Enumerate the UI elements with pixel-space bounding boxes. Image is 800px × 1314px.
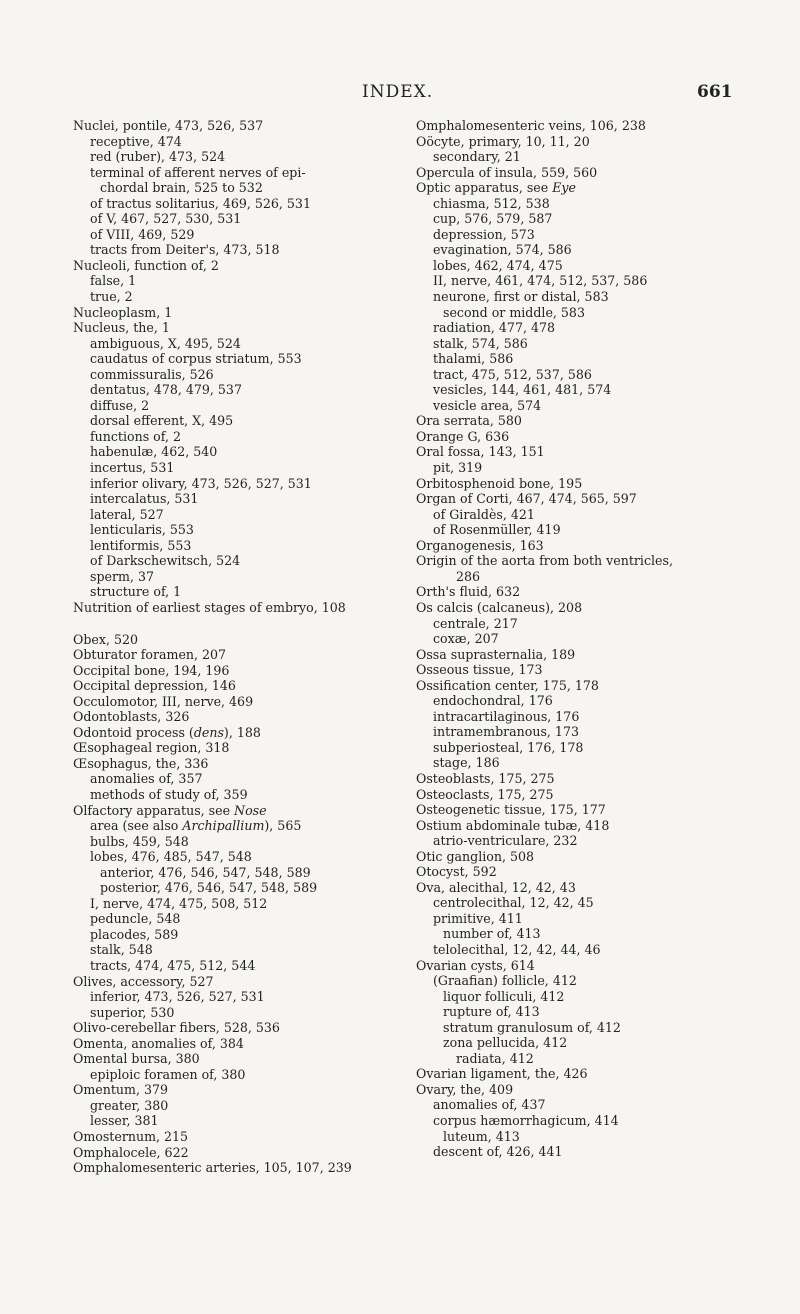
- entry-text: peduncle, 548: [90, 911, 181, 927]
- entry-text: endochondral, 176: [433, 693, 553, 709]
- index-subentry: [73, 911, 423, 927]
- index-entry: [73, 1145, 423, 1161]
- index-subentry: [73, 569, 423, 585]
- index-subentry: [416, 522, 796, 538]
- entry-text: placodes, 589: [90, 926, 179, 942]
- index-entry: [73, 320, 423, 336]
- entry-text: commissuralis, 526: [90, 366, 214, 382]
- entry-text: Otic ganglion, 508: [416, 848, 535, 864]
- entry-text: bulbs, 459, 548: [90, 833, 189, 849]
- entry-text: lobes, 462, 474, 475: [433, 257, 563, 273]
- index-subentry: [416, 196, 796, 212]
- entry-text: epiploic foramen of, 380: [90, 1066, 246, 1082]
- index-subentry: [416, 740, 796, 756]
- index-subentry: [73, 351, 423, 367]
- index-entry: [73, 678, 423, 694]
- index-subentry: [416, 1129, 796, 1145]
- entry-text: Occipital bone, 194, 196: [73, 662, 230, 678]
- index-column-right: [416, 118, 796, 1160]
- entry-text: Olfactory apparatus, see: [73, 802, 235, 818]
- index-entry: [416, 849, 796, 865]
- entry-text: Nucleoli, function of, 2: [73, 257, 219, 273]
- entry-text: of VIII, 469, 529: [90, 226, 195, 242]
- entry-text-after: ), 188: [223, 724, 261, 740]
- index-entry: [73, 1036, 423, 1052]
- index-entry: [73, 1129, 423, 1145]
- entry-text: Omenta, anomalies of, 384: [73, 1035, 244, 1051]
- index-subentry: [416, 693, 796, 709]
- index-subentry: [416, 833, 796, 849]
- index-subentry: [73, 818, 423, 834]
- entry-text: of Darkschewitsch, 524: [90, 553, 241, 569]
- entry-text: Os calcis (calcaneus), 208: [416, 599, 583, 615]
- index-subentry: [416, 242, 796, 258]
- entry-text: chordal brain, 525 to 532: [100, 180, 263, 196]
- index-subentry: [416, 1097, 796, 1113]
- index-entry: [73, 725, 423, 741]
- index-entry: [73, 709, 423, 725]
- entry-text: Omental bursa, 380: [73, 1051, 200, 1067]
- entry-text: vesicle area, 574: [433, 397, 542, 413]
- entry-text: ambiguous, X, 495, 524: [90, 335, 241, 351]
- entry-text: diffuse, 2: [90, 397, 150, 413]
- entry-text: liquor folliculi, 412: [443, 988, 565, 1004]
- running-title: INDEX.: [362, 82, 434, 102]
- entry-text: corpus hæmorrhagicum, 414: [433, 1113, 619, 1128]
- entry-text: Optic apparatus, see: [416, 180, 553, 196]
- entry-text: cup, 576, 579, 587: [433, 211, 553, 227]
- index-entry: [416, 165, 796, 181]
- index-subentry: [73, 367, 423, 383]
- index-subentry: [73, 989, 423, 1005]
- entry-text: Odontoid process (: [73, 724, 194, 740]
- entry-text: true, 2: [90, 289, 133, 305]
- entry-text: Occipital depression, 146: [73, 678, 236, 694]
- entry-text: Ossa suprasternalia, 189: [416, 646, 576, 662]
- index-subentry: [73, 165, 423, 181]
- index-subentry: [416, 289, 796, 305]
- index-subentry: [416, 1113, 796, 1129]
- entry-text: centrale, 217: [433, 615, 518, 631]
- entry-text: Olivo-cerebellar fibers, 528, 536: [73, 1020, 280, 1036]
- entry-text: incertus, 531: [90, 460, 175, 476]
- index-subentry: [416, 709, 796, 725]
- entry-text: red (ruber), 473, 524: [90, 149, 226, 165]
- index-entry: [416, 584, 796, 600]
- entry-text: telolecithal, 12, 42, 44, 46: [433, 941, 601, 957]
- entry-text: superior, 530: [90, 1004, 175, 1020]
- index-entry: [416, 538, 796, 554]
- index-subentry: [73, 180, 423, 196]
- entry-text: zona pellucida, 412: [443, 1035, 568, 1051]
- index-subentry: [416, 227, 796, 243]
- index-subentry: [416, 351, 796, 367]
- entry-text: luteum, 413: [443, 1128, 520, 1144]
- index-subentry: [73, 211, 423, 227]
- index-subentry: [73, 865, 423, 881]
- index-subentry: [73, 444, 423, 460]
- entry-text: lateral, 527: [90, 506, 164, 522]
- index-subentry: [73, 787, 423, 803]
- entry-text: second or middle, 583: [443, 304, 585, 320]
- index-entry: [416, 1082, 796, 1098]
- entry-text: atrio-ventriculare, 232: [433, 833, 578, 849]
- entry-text: intramembranous, 173: [433, 724, 579, 740]
- entry-text: Orbitosphenoid bone, 195: [416, 475, 583, 491]
- index-subentry: [416, 305, 796, 321]
- entry-text: Œsophageal region, 318: [73, 740, 230, 756]
- index-subentry: [73, 958, 423, 974]
- entry-text: intercalatus, 531: [90, 491, 199, 507]
- entry-text: lenticularis, 553: [90, 522, 194, 538]
- entry-text: false, 1: [90, 273, 137, 289]
- entry-text: habenulæ, 462, 540: [90, 444, 218, 460]
- index-subentry: [416, 320, 796, 336]
- index-subentry: [416, 460, 796, 476]
- entry-text: inferior olivary, 473, 526, 527, 531: [90, 475, 312, 491]
- entry-text: anomalies of, 437: [433, 1097, 546, 1113]
- index-subentry: [73, 491, 423, 507]
- index-entry: [73, 740, 423, 756]
- index-entry: [73, 1051, 423, 1067]
- entry-text: radiation, 477, 478: [433, 320, 555, 336]
- index-entry: [416, 818, 796, 834]
- index-subentry: [73, 398, 423, 414]
- entry-text: Nuclei, pontile, 473, 526, 537: [73, 118, 264, 133]
- entry-text: of tractus solitarius, 469, 526, 531: [90, 195, 311, 211]
- index-subentry: [73, 771, 423, 787]
- index-subentry: [416, 211, 796, 227]
- entry-text: anomalies of, 357: [90, 771, 203, 787]
- index-entry: [416, 662, 796, 678]
- entry-text: Oöcyte, primary, 10, 11, 20: [416, 133, 590, 149]
- entry-text: Ossification center, 175, 178: [416, 677, 599, 693]
- entry-text: receptive, 474: [90, 133, 182, 149]
- entry-text: coxæ, 207: [433, 631, 499, 647]
- index-entry: [416, 491, 796, 507]
- index-subentry: [416, 382, 796, 398]
- entry-text: vesicles, 144, 461, 481, 574: [433, 382, 612, 398]
- entry-text: greater, 380: [90, 1097, 169, 1113]
- index-subentry: [73, 1067, 423, 1083]
- entry-text: Osteogenetic tissue, 175, 177: [416, 802, 606, 818]
- entry-text: of Rosenmüller, 419: [433, 522, 561, 538]
- index-subentry: [73, 522, 423, 538]
- entry-text: Osteoblasts, 175, 275: [416, 770, 555, 786]
- page-header: [0, 82, 800, 104]
- entry-text: Ova, alecithal, 12, 42, 43: [416, 879, 576, 895]
- entry-text: Omphalomesenteric veins, 106, 238: [416, 118, 646, 133]
- entry-text: functions of, 2: [90, 428, 181, 444]
- index-subentry: [73, 149, 423, 165]
- entry-text: methods of study of, 359: [90, 786, 248, 802]
- index-entry: [416, 647, 796, 663]
- entry-text: primitive, 411: [433, 910, 523, 926]
- entry-text: neurone, first or distal, 583: [433, 289, 609, 305]
- entry-text: thalami, 586: [433, 351, 514, 367]
- index-entry: [416, 864, 796, 880]
- index-entry: [416, 802, 796, 818]
- index-subentry: [416, 973, 796, 989]
- entry-text: Orange G, 636: [416, 428, 510, 444]
- index-subentry: [416, 989, 796, 1005]
- index-entry: [73, 663, 423, 679]
- index-entry: [416, 476, 796, 492]
- entry-text: Obex, 520: [73, 631, 138, 647]
- index-column-left: [73, 118, 423, 1176]
- index-subentry: [416, 1051, 796, 1067]
- index-entry: [416, 444, 796, 460]
- index-subentry: [73, 413, 423, 429]
- entry-text: Œsophagus, the, 336: [73, 755, 209, 771]
- entry-text: II, nerve, 461, 474, 512, 537, 586: [433, 273, 648, 289]
- entry-text: Omphalomesenteric arteries, 105, 107, 239: [73, 1160, 352, 1176]
- entry-text: sperm, 37: [90, 568, 154, 584]
- entry-text: dorsal efferent, X, 495: [90, 413, 234, 429]
- index-subentry: [73, 227, 423, 243]
- entry-text: Organ of Corti, 467, 474, 565, 597: [416, 491, 637, 507]
- index-entry: [73, 694, 423, 710]
- section-gap: [73, 616, 423, 632]
- entry-text: Obturator foramen, 207: [73, 647, 227, 663]
- entry-text: stage, 186: [433, 755, 500, 771]
- entry-text: lesser, 381: [90, 1113, 159, 1129]
- index-subentry: [73, 507, 423, 523]
- index-subentry: [73, 584, 423, 600]
- index-subentry: [416, 631, 796, 647]
- entry-text: Oral fossa, 143, 151: [416, 444, 545, 460]
- entry-text: lobes, 476, 485, 547, 548: [90, 849, 252, 865]
- entry-text: secondary, 21: [433, 149, 521, 165]
- entry-text: Odontoblasts, 326: [73, 709, 190, 725]
- index-subentry: [73, 538, 423, 554]
- index-subentry: [73, 289, 423, 305]
- index-entry: [73, 1160, 423, 1176]
- index-entry: [416, 600, 796, 616]
- index-subentry: [73, 1005, 423, 1021]
- index-subentry: [73, 429, 423, 445]
- entry-text: dentatus, 478, 479, 537: [90, 382, 242, 398]
- index-entry: [73, 600, 423, 616]
- index-subentry: [416, 911, 796, 927]
- entry-text: Nutrition of earliest stages of embryo, 108: [73, 599, 346, 615]
- index-subentry: [416, 367, 796, 383]
- index-entry: [416, 787, 796, 803]
- index-subentry: [416, 1035, 796, 1051]
- index-subentry: [416, 569, 796, 585]
- index-subentry: [416, 1020, 796, 1036]
- index-subentry: [416, 755, 796, 771]
- entry-text: chiasma, 512, 538: [433, 195, 550, 211]
- index-subentry: [416, 398, 796, 414]
- index-subentry: [416, 724, 796, 740]
- index-subentry: [73, 242, 423, 258]
- index-entry: [73, 1082, 423, 1098]
- index-subentry: [73, 273, 423, 289]
- index-subentry: [73, 880, 423, 896]
- entry-text: depression, 573: [433, 226, 535, 242]
- index-subentry: [73, 196, 423, 212]
- index-subentry: [416, 1004, 796, 1020]
- index-entry: [416, 134, 796, 150]
- index-entry: [416, 553, 796, 569]
- entry-text: Omphalocele, 622: [73, 1144, 189, 1160]
- page-number: 661: [697, 82, 733, 102]
- index-subentry: [73, 942, 423, 958]
- entry-italic-text: dens: [193, 724, 224, 740]
- entry-text: (Graafian) follicle, 412: [433, 973, 577, 989]
- entry-text-after: ), 565: [264, 818, 302, 834]
- index-entry: [73, 803, 423, 819]
- index-entry: [416, 771, 796, 787]
- entry-text: subperiosteal, 176, 178: [433, 739, 584, 755]
- entry-text: area (see also: [90, 818, 183, 834]
- index-entry: [73, 756, 423, 772]
- index-entry: [416, 429, 796, 445]
- index-entry: [73, 258, 423, 274]
- index-subentry: [73, 1113, 423, 1129]
- index-subentry: [416, 942, 796, 958]
- index-entry: [416, 1066, 796, 1082]
- index-entry: [416, 413, 796, 429]
- entry-text: of Giraldès, 421: [433, 506, 535, 522]
- entry-text: posterior, 476, 546, 547, 548, 589: [100, 880, 318, 896]
- index-subentry: [416, 1144, 796, 1160]
- entry-text: inferior, 473, 526, 527, 531: [90, 989, 265, 1005]
- entry-italic-text: Eye: [552, 180, 576, 196]
- index-entry: [73, 1020, 423, 1036]
- entry-text: evagination, 574, 586: [433, 242, 572, 258]
- entry-text: Osseous tissue, 173: [416, 662, 543, 678]
- entry-text: descent of, 426, 441: [433, 1144, 563, 1160]
- index-subentry: [73, 382, 423, 398]
- index-subentry: [416, 258, 796, 274]
- index-subentry: [416, 149, 796, 165]
- index-subentry: [73, 476, 423, 492]
- entry-text: Orth's fluid, 632: [416, 584, 521, 600]
- entry-text: rupture of, 413: [443, 1004, 540, 1020]
- entry-text: structure of, 1: [90, 584, 182, 600]
- index-subentry: [73, 336, 423, 352]
- index-entry: [416, 180, 796, 196]
- entry-italic-text: Archipallium: [182, 818, 265, 834]
- index-entry: [73, 118, 423, 134]
- index-entry: [416, 118, 796, 134]
- index-entry: [416, 880, 796, 896]
- entry-text: radiata, 412: [456, 1050, 534, 1066]
- index-entry: [73, 305, 423, 321]
- entry-text: I, nerve, 474, 475, 508, 512: [90, 895, 268, 911]
- entry-text: stalk, 548: [90, 942, 153, 958]
- entry-text: intracartilaginous, 176: [433, 708, 580, 724]
- index-subentry: [416, 273, 796, 289]
- entry-text: Nucleus, the, 1: [73, 320, 170, 336]
- index-subentry: [416, 895, 796, 911]
- entry-italic-text: Nose: [234, 802, 267, 818]
- entry-text: Osteoclasts, 175, 275: [416, 786, 554, 802]
- entry-text: 286: [456, 568, 481, 584]
- index-subentry: [73, 849, 423, 865]
- index-entry: [73, 647, 423, 663]
- index-subentry: [416, 507, 796, 523]
- index-entry: [73, 632, 423, 648]
- entry-text: stalk, 574, 586: [433, 335, 528, 351]
- entry-text: Organogenesis, 163: [416, 537, 544, 553]
- entry-text: Omosternum, 215: [73, 1129, 189, 1144]
- entry-text: centrolecithal, 12, 42, 45: [433, 895, 594, 911]
- entry-text: stratum granulosum of, 412: [443, 1019, 621, 1035]
- entry-text: of V, 467, 527, 530, 531: [90, 211, 242, 227]
- entry-text: Otocyst, 592: [416, 864, 497, 880]
- index-entry: [416, 678, 796, 694]
- index-subentry: [73, 134, 423, 150]
- entry-text: Ostium abdominale tubæ, 418: [416, 817, 610, 833]
- entry-text: Omentum, 379: [73, 1082, 168, 1098]
- index-subentry: [73, 927, 423, 943]
- entry-text: Origin of the aorta from both ventricles,: [416, 553, 673, 569]
- entry-text: Ovary, the, 409: [416, 1081, 514, 1097]
- entry-text: lentiformis, 553: [90, 537, 192, 553]
- entry-text: Nucleoplasm, 1: [73, 304, 173, 320]
- entry-text: tracts, 474, 475, 512, 544: [90, 957, 256, 973]
- index-subentry: [416, 616, 796, 632]
- index-entry: [73, 974, 423, 990]
- entry-text: terminal of afferent nerves of epi-: [90, 164, 306, 180]
- entry-text: Ovarian cysts, 614: [416, 957, 535, 973]
- entry-text: Olives, accessory, 527: [73, 973, 214, 989]
- entry-text: Occulomotor, III, nerve, 469: [73, 693, 254, 709]
- index-subentry: [73, 553, 423, 569]
- entry-text: tract, 475, 512, 537, 586: [433, 366, 592, 382]
- entry-text: Ovarian ligament, the, 426: [416, 1066, 588, 1082]
- entry-text: Opercula of insula, 559, 560: [416, 164, 598, 180]
- entry-text: pit, 319: [433, 460, 483, 476]
- index-subentry: [73, 1098, 423, 1114]
- entry-text: number of, 413: [443, 926, 541, 942]
- index-entry: [416, 958, 796, 974]
- index-subentry: [73, 460, 423, 476]
- index-subentry: [416, 336, 796, 352]
- index-subentry: [416, 926, 796, 942]
- entry-text: caudatus of corpus striatum, 553: [90, 351, 302, 367]
- index-subentry: [73, 834, 423, 850]
- entry-text: Ora serrata, 580: [416, 413, 522, 429]
- entry-text: tracts from Deiter's, 473, 518: [90, 242, 280, 258]
- entry-text: anterior, 476, 546, 547, 548, 589: [100, 864, 311, 880]
- index-subentry: [73, 896, 423, 912]
